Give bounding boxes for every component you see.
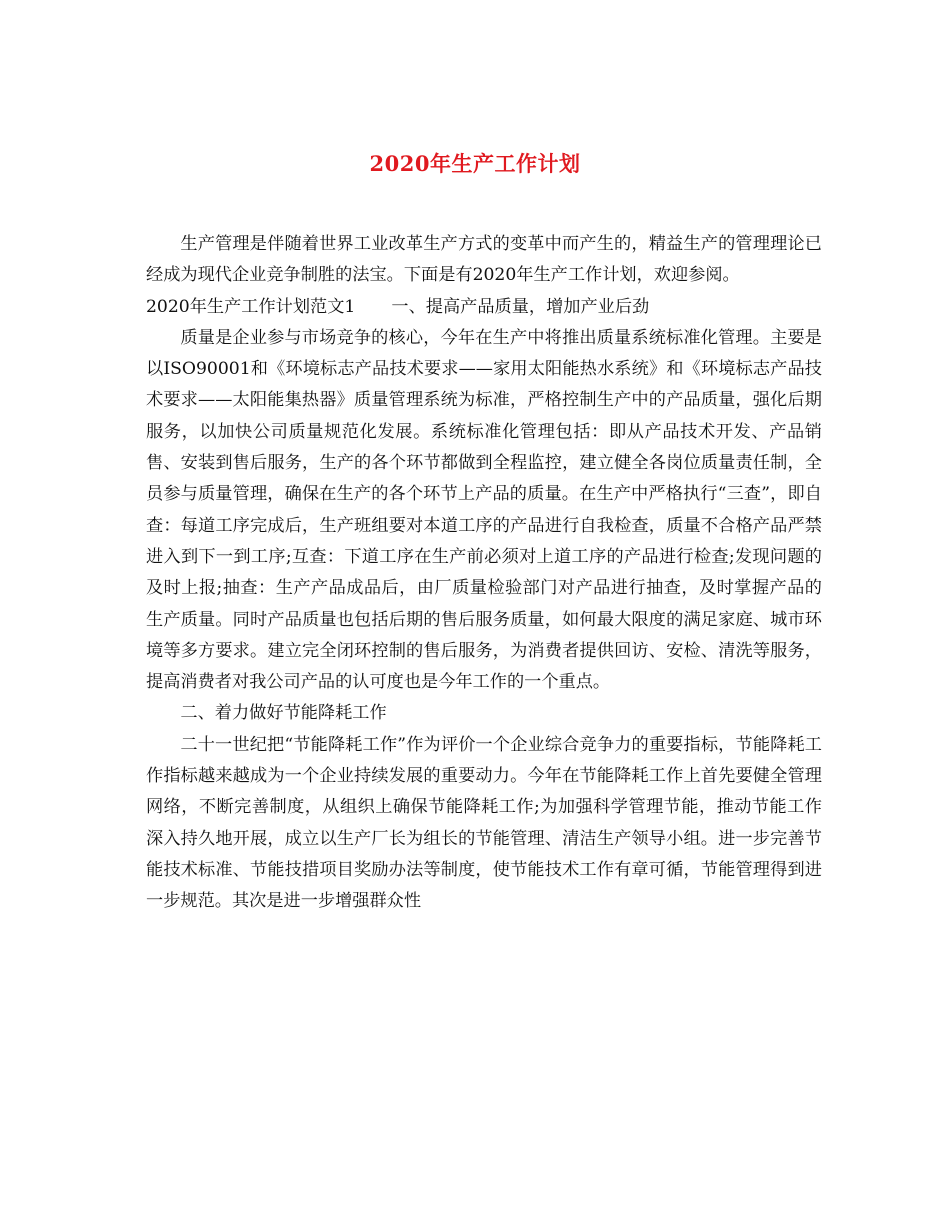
document-body bbox=[146, 229, 822, 918]
sample-label: 2020年生产工作计划范文1 bbox=[146, 296, 356, 317]
section-2-heading: 二、着力做好节能降耗工作 bbox=[180, 703, 387, 724]
section-1-paragraph: 质量是企业参与市场竞争的核心，今年在生产中将推出质量系统标准化管理。主要是以ISO90001和《环境标志产品技术要求——家用太阳能热水系统》和《环境标志产品技术要求——太阳能集热器》质量管理系统为标准，严格控制生产中的产品质量，强化后期服务，以加快公司质量规范化发展。系统标准化管理包括：即从产品技术开发、产品销售、安装到售后服务，生产的各个环节都做到全程监控，建立健全各岗位质量责任制，全员参与质量管理，确保在生产的各个环节上产品的质量。在生产中严格执行“三查”，即自查：每道工序完成后，生产班组要对本道工序的产品进行自我检查，质量不合格产品严禁进入到下一到工序;互查：下道工序在生产前必须对上道工序的产品进行检查;发现问题的及时上报;抽查：生产产品成品后，由厂质量检验部门对产品进行抽查，及时掌握产品的生产质量。同时产品质量也包括后期的售后服务质量，如何最大限度的满足家庭、城市环境等多方要求。建立完全闭环控制的售后服务，为消费者提供回访、安检、清洗等服务，提高消费者对我公司产品的认可度也是今年工作的一个重点。 bbox=[146, 327, 822, 693]
sample-heading-line bbox=[146, 292, 822, 323]
section-2-paragraph: 二十一世纪把“节能降耗工作”作为评价一个企业综合竞争力的重要指标，节能降耗工作指标越来越成为一个企业持续发展的重要动力。今年在节能降耗工作上首先要健全管理网络，不断完善制度，从组织上确保节能降耗工作;为加强科学管理节能，推动节能工作深入持久地开展，成立以生产厂长为组长的节能管理、清洁生产领导小组。进一步完善节能技术标准、节能技措项目奖励办法等制度，使节能技术工作有章可循，节能管理得到进一步规范。其次是进一步增强群众性 bbox=[146, 734, 822, 912]
intro-paragraph: 生产管理是伴随着世界工业改革生产方式的变革中而产生的，精益生产的管理理论已经成为现代企业竞争制胜的法宝。下面是有2020年生产工作计划，欢迎参阅。 bbox=[146, 234, 822, 286]
document-title: 2020年生产工作计划 bbox=[369, 151, 581, 176]
section-1-heading: 一、提高产品质量，增加产业后劲 bbox=[391, 296, 650, 317]
